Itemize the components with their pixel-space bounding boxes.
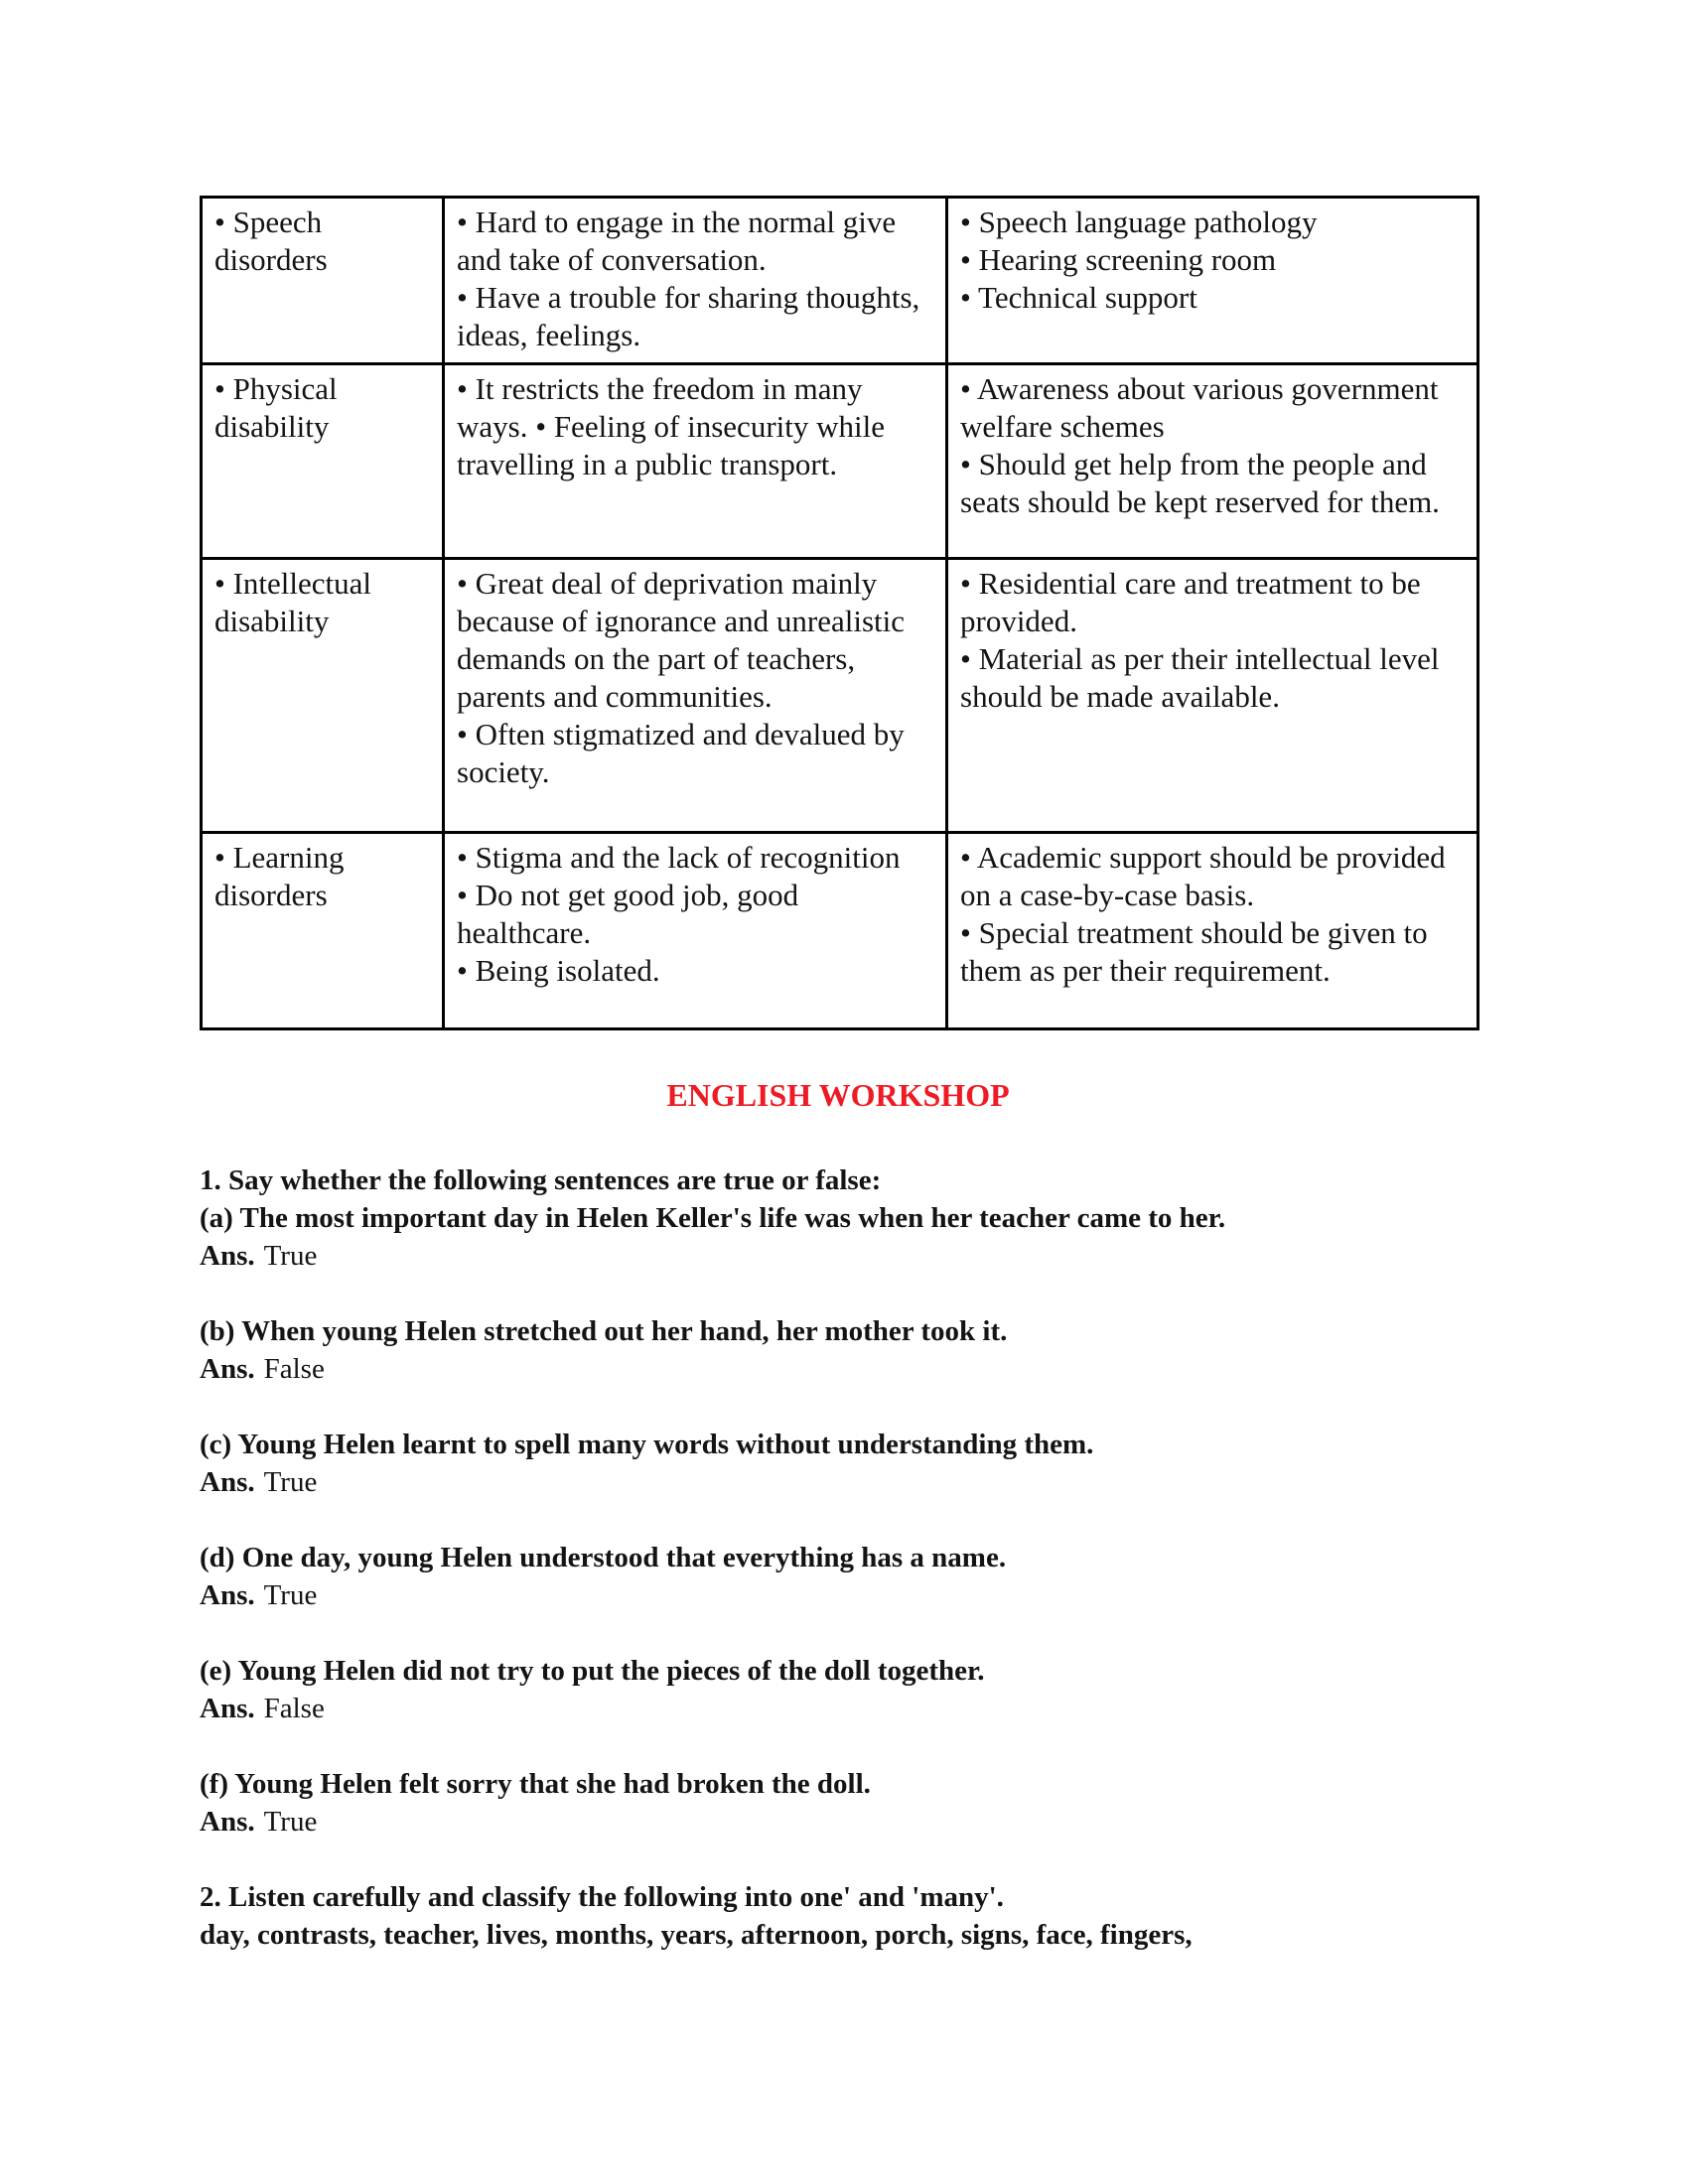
qa-item-b [200,1312,1520,1388]
disability-table [200,196,1479,1030]
answer-line-d [200,1576,1520,1614]
bullet-item: • Hard to engage in the normal give and take of conversation. [457,205,897,277]
ans-label: Ans. [200,1466,255,1498]
question-e: (e) Young Helen did not try to put the pieces of the doll together. [200,1655,985,1687]
cell-disability-learning [202,833,444,1029]
qa-item-a [200,1199,1520,1275]
bullet-item: • Residential care and treatment to be provided. [960,566,1421,638]
qa-item-e [200,1652,1520,1727]
answer-line-f [200,1803,1520,1841]
question-c: (c) Young Helen learnt to spell many words without understanding them. [200,1429,1094,1460]
question-b: (b) When young Helen stretched out her hand, her mother took it. [200,1315,1008,1347]
ans-label: Ans. [200,1806,255,1838]
cell-problems-physical [444,364,947,559]
cell-remedies-physical [947,364,1478,559]
ans-value: True [263,1466,318,1498]
qa-item-d [200,1539,1520,1614]
answer-line-c [200,1463,1520,1501]
ans-value: False [263,1693,325,1724]
qa-item-f [200,1765,1520,1841]
bullet-item: • Hearing screening room [960,242,1277,277]
cell-disability-speech [202,198,444,364]
ans-label: Ans. [200,1353,255,1385]
table-row [202,198,1478,364]
ans-label: Ans. [200,1579,255,1611]
cell-remedies-speech [947,198,1478,364]
cell-problems-intellectual [444,559,947,833]
bullet-item: • Do not get good job, good healthcare. [457,878,799,950]
cell-disability-physical [202,364,444,559]
cell-disability-intellectual [202,559,444,833]
exercise2-title: 2. Listen carefully and classify the following into one' and 'many'. [200,1881,1004,1913]
bullet-item: • Speech disorders [214,205,328,277]
question-d: (d) One day, young Helen understood that everything has a name. [200,1542,1007,1573]
cell-remedies-learning [947,833,1478,1029]
qa-item-c [200,1426,1520,1501]
bullet-item: • Speech language pathology [960,205,1318,239]
ans-value: False [263,1353,325,1385]
bullet-item: • Intellectual disability [214,566,372,638]
exercises-block [200,1161,1520,1954]
answer-line-b [200,1350,1520,1388]
ans-value: True [263,1579,318,1611]
bullet-item: • Have a trouble for sharing thoughts, ideas, feelings. [457,280,920,352]
bullet-item: • It restricts the freedom in many ways. • Feeling of insecurity while travelling in a public transport. [457,371,885,481]
exercise1-title: 1. Say whether the following sentences are true or false: [200,1164,882,1196]
bullet-item: • Great deal of deprivation mainly because of ignorance and unrealistic demands on the part of teachers, parents and communities. [457,566,906,714]
ans-value: True [263,1806,318,1838]
ans-label: Ans. [200,1693,255,1724]
bullet-item: • Material as per their intellectual level should be made available. [960,641,1440,714]
bullet-item: • Academic support should be provided on a case-by-case basis. [960,840,1446,912]
ans-label: Ans. [200,1240,255,1272]
question-f: (f) Young Helen felt sorry that she had broken the doll. [200,1768,871,1800]
bullet-item: • Awareness about various government welfare schemes [960,371,1439,444]
bullet-item: • Special treatment should be given to them as per their requirement. [960,915,1428,988]
cell-problems-speech [444,198,947,364]
exercise2-words: day, contrasts, teacher, lives, months, years, afternoon, porch, signs, face, fingers, [200,1919,1193,1951]
answer-line-e [200,1690,1520,1727]
bullet-item: • Technical support [960,280,1197,315]
table-row [202,559,1478,833]
ans-value: True [263,1240,318,1272]
bullet-item: • Being isolated. [457,953,660,988]
table-row [202,364,1478,559]
answer-line-a [200,1237,1520,1275]
cell-problems-learning [444,833,947,1029]
table-row [202,833,1478,1029]
bullet-item: • Stigma and the lack of recognition [457,840,901,875]
question-a: (a) The most important day in Helen Keller's life was when her teacher came to her. [200,1202,1226,1234]
bullet-item: • Physical disability [214,371,338,444]
bullet-item: • Often stigmatized and devalued by society. [457,717,905,789]
cell-remedies-intellectual [947,559,1478,833]
section-heading: ENGLISH WORKSHOP [666,1077,1010,1113]
bullet-item: • Learning disorders [214,840,345,912]
bullet-item: • Should get help from the people and seats should be kept reserved for them. [960,447,1440,519]
